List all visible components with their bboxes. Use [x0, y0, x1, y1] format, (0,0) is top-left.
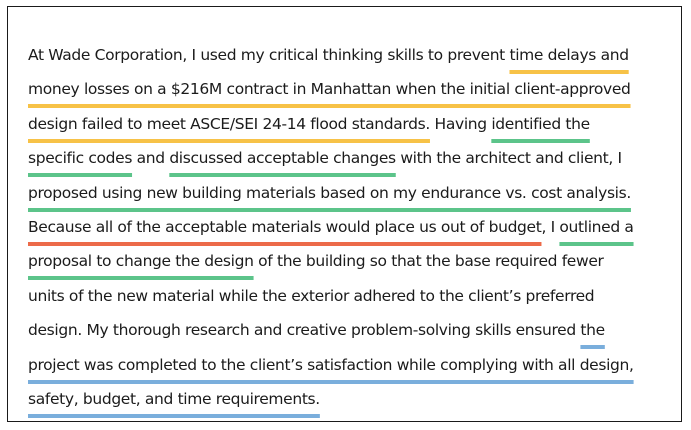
highlight-action: outlined a — [559, 218, 634, 237]
highlight-action: specific codes — [28, 149, 133, 168]
text-box — [7, 6, 682, 422]
highlight-problem: money losses on a $216M contract in Manhattan when the initial client-approved — [28, 80, 631, 99]
text-span: of the building so that the base required fewer — [253, 252, 604, 271]
line — [28, 348, 678, 382]
highlight-problem: design failed to meet ASCE/SEI 24-14 flood standards. — [28, 114, 430, 133]
highlight-result: safety, budget, and time requirements. — [28, 390, 320, 409]
line — [28, 72, 678, 106]
line — [28, 176, 678, 210]
line — [28, 382, 678, 416]
text-span: At Wade Corporation, I used my critical thinking skills to prevent — [28, 46, 510, 64]
highlight-problem: time delays and — [509, 46, 629, 64]
text-span: with the architect and client, I — [395, 149, 622, 168]
highlight-action: proposed using new building materials based on my endurance vs. cost analysis. — [28, 183, 631, 202]
line — [28, 210, 678, 244]
text-span: design. My thorough research and creative problem-solving skills ensured — [28, 321, 581, 340]
highlight-action: proposal to change the design — [28, 252, 254, 271]
highlight-action: identified the — [491, 114, 590, 133]
text-span: , I — [541, 218, 560, 237]
highlight-result: project was completed to the client’s satisfaction while complying with all design, — [28, 355, 634, 374]
highlight-action: discussed acceptable changes — [169, 149, 396, 168]
highlight-obstacle: Because all of the acceptable materials would place us out of budget — [28, 218, 542, 237]
text-span: and — [132, 149, 170, 168]
line — [28, 279, 678, 313]
line — [28, 38, 678, 72]
text-span: Having — [429, 114, 492, 133]
line — [28, 141, 678, 175]
line — [28, 313, 678, 347]
line — [28, 107, 678, 141]
line — [28, 244, 678, 278]
paragraph — [28, 38, 678, 416]
text-span: units of the new material while the exterior adhered to the client’s preferred — [28, 286, 595, 305]
highlight-result: the — [580, 321, 605, 340]
